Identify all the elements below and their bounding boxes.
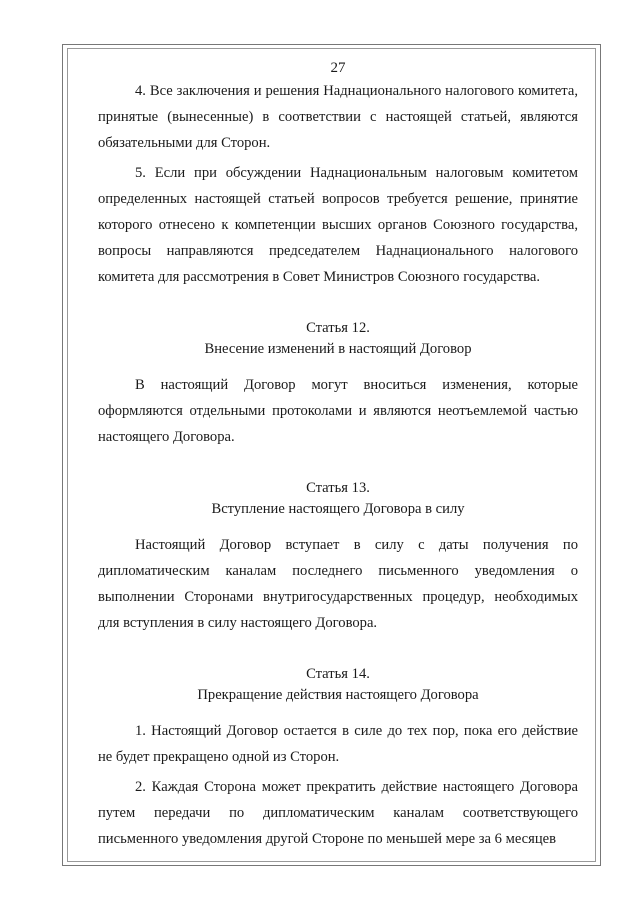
article14-number: Статья 14. — [306, 666, 370, 682]
article12-text: В настоящий Договор могут вноситься изменения, которые оформляются отдельными протоколами и являются неотъемлемой частью настоящего Договора. — [98, 377, 578, 445]
article13-title: Вступление настоящего Договора в силу — [211, 501, 465, 517]
article14-title: Прекращение действия настоящего Договора — [197, 687, 479, 703]
page-number: 27 — [330, 60, 346, 76]
article13-text: Настоящий Договор вступает в силу с даты получения по дипломатическим каналам последнего письменного уведомления о выполнении Сторонами внутригосударственных процедур, необходимых для вступления в силу настоящего Договора. — [98, 537, 578, 631]
article11-paragraph-5: 5. Если при обсуждении Наднациональным налоговым комитетом определенных настоящей статьей вопросов требуется решение, принятие которого отнесено к компетенции высших органов Союзного государства, вопросы направляются председателем Наднационального налогового комитета для рассмотрения в Совет Министров Союзного государства. — [98, 165, 578, 285]
article14-paragraph-1: 1. Настоящий Договор остается в силе до тех пор, пока его действие не будет прекращено одной из Сторон. — [98, 723, 578, 765]
article14-paragraph-2: 2. Каждая Сторона может прекратить действие настоящего Договора путем передачи по дипломатическим каналам соответствующего письменного уведомления другой Стороне по меньшей мере за 6 месяцев — [98, 779, 578, 847]
document-page — [98, 58, 578, 852]
article12-title: Внесение изменений в настоящий Договор — [204, 341, 472, 357]
article13-number: Статья 13. — [306, 480, 370, 496]
article12-number: Статья 12. — [306, 320, 370, 336]
article11-paragraph-4: 4. Все заключения и решения Наднационального налогового комитета, принятые (вынесенные) в соответствии с настоящей статьей, являются обязательными для Сторон. — [98, 83, 578, 151]
